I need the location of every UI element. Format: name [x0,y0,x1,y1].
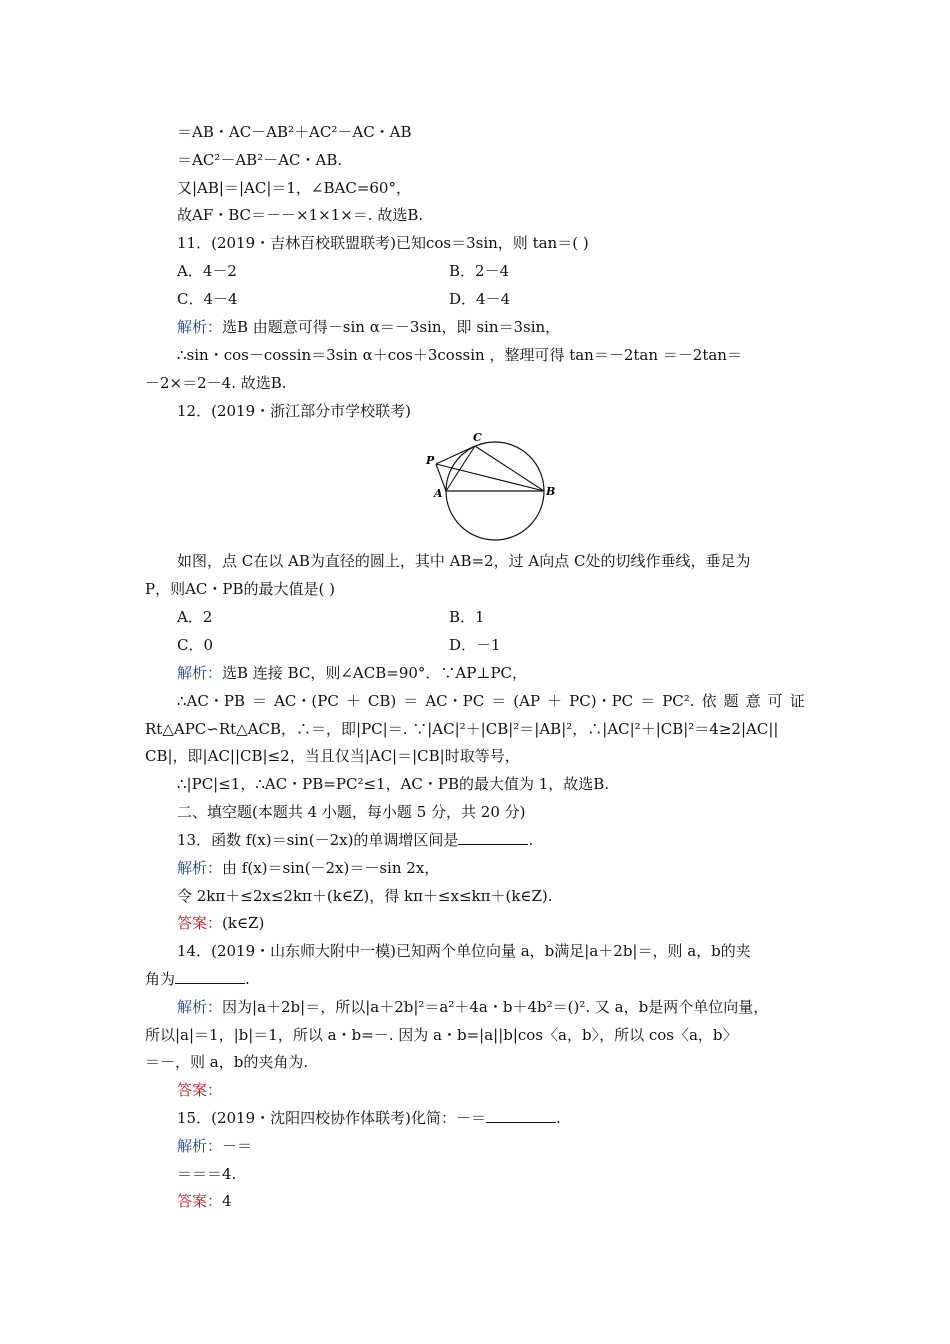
word: ＋ [547,692,563,710]
text-line: Rt△APC∽Rt△ACB，∴＝，即|PC|＝. ∵|AC|²＋|CB|²＝|AB|²，∴|AC|²＋|CB|²＝4≥2|AC|| [145,720,779,738]
text-line: ＝－，则 a，b的夹角为. [145,1053,309,1071]
question-text: 13．函数 f(x)＝sin(－2x)的单调增区间是 [177,831,459,849]
text-line: ∴sin・cos－cossin＝3sin α＋cos＋3cossin ，整理可得 tan＝－2tan ＝－2tan＝ [177,346,742,364]
point-label-a: A [434,487,443,500]
question-text: 15．(2019・沈阳四校协作体联考)化简：－＝ [177,1109,486,1127]
question-14-cont [145,968,250,990]
period: . [555,1109,561,1127]
text-line: －2×＝2－4. 故选B. [145,374,287,392]
answer-text: 4 [222,1192,232,1210]
word: 题 [723,692,739,710]
word: 意 [745,692,761,710]
solution-text: 由 f(x)＝sin(－2x)＝－sin 2x， [222,859,440,877]
text-line: P，则AC・PB的最大值是( ) [145,580,335,598]
segment-pb [436,464,544,491]
period: . [245,970,250,988]
text-line: 故AF・BC＝－－×1×1×＝. 故选B. [177,206,424,224]
text-line: ＝AC²－AB²－AC・AB. [177,151,343,169]
question-15 [177,1107,561,1129]
answer-blank [458,830,528,845]
option-a: A．2 [177,608,213,626]
solution-15 [177,1135,252,1157]
word: ＋ [345,692,361,710]
point-label-c: C [473,431,482,444]
word: 依 [701,692,717,710]
text-line: ∴|PC|≤1，∴AC・PB=PC²≤1，AC・PB的最大值为 1，故选B. [177,775,610,793]
word: PC². [662,692,695,710]
circle-geometry-figure [418,428,568,548]
word: PC)・PC [569,692,634,710]
text-line: ＝AB・AC－AB²＋AC²－AC・AB [177,123,412,141]
segment-cb [475,446,544,491]
solution-text: 因为|a＋2b|＝，所以|a＋2b|²＝a²＋4a・b＋4b²＝()². 又 a，b是两个单位向量， [222,998,769,1016]
question-11: 11．(2019・吉林百校联盟联考)已知cos＝3sin，则 tan＝( ) [177,234,589,252]
word: CB) [367,692,397,710]
solution-text: －＝ [222,1137,253,1155]
word: AC・(PC [274,692,339,710]
analysis-label: 解析： [177,859,223,877]
word: 可 [767,692,783,710]
question-14: 14．(2019・山东师大附中一模)已知两个单位向量 a，b满足|a＋2b|＝，则 a，b的夹 [177,942,751,960]
option-b: B．1 [449,608,485,626]
period: . [528,831,534,849]
text-line: CB|，即|AC||CB|≤2，当且仅当|AC|＝|CB|时取等号， [145,747,520,765]
justified-line [177,690,805,712]
answer-blank [486,1108,556,1123]
answer-13 [177,912,264,934]
solution-13 [177,857,439,879]
text-line: 令 2kπ＋≤2x≤2kπ＋(k∈Z)，得 kπ＋≤x≤kπ＋(k∈Z). [177,887,553,905]
text-line: 如图，点 C在以 AB为直径的圆上，其中 AB=2，过 A向点 C处的切线作垂线，垂足为 [177,552,751,570]
section-heading: 二、填空题(本题共 4 小题，每小题 5 分，共 20 分) [177,803,526,821]
solution-text: 选B 连接 BC，则∠ACB=90°．∵AP⊥PC， [222,664,528,682]
analysis-label: 解析： [177,1137,223,1155]
solution-11 [177,316,560,338]
text-line: ＝＝＝4. [177,1165,237,1183]
option-c: C．0 [177,636,214,654]
text-line: 所以|a|＝1，|b|＝1，所以 a・b=－. 因为 a・b=|a||b|cos〈a，b〉，所以 cos〈a，b〉 [145,1026,738,1044]
analysis-label: 解析： [177,318,223,336]
option-d: D．－1 [449,636,501,654]
option-a: A．4－2 [177,262,237,280]
answer-14 [177,1079,222,1101]
option-d: D．4－4 [449,290,511,308]
solution-text: 选B 由题意可得－sin α＝－3sin，即 sin＝3sin， [222,318,561,336]
answer-text: (k∈Z) [222,914,265,932]
answer-label: 答案： [177,1081,223,1099]
point-label-p: P [426,454,435,467]
answer-label: 答案： [177,1192,223,1210]
solution-14 [177,996,768,1018]
word: ＝ [252,692,268,710]
question-13 [177,829,533,851]
word: ∴AC・PB [177,692,245,710]
analysis-label: 解析： [177,664,223,682]
word: (AP [513,692,541,710]
analysis-label: 解析： [177,998,223,1016]
solution-12 [177,662,527,684]
text-line: 又|AB|＝|AC|＝1，∠BAC=60°， [177,179,411,197]
option-c: C．4－4 [177,290,238,308]
option-b: B．2－4 [449,262,510,280]
word: ＝ [640,692,656,710]
word: AC・PC [425,692,485,710]
answer-label: 答案： [177,914,223,932]
answer-blank [175,969,245,984]
question-12: 12．(2019・浙江部分市学校联考) [177,402,411,420]
word: ＝ [491,692,507,710]
answer-15 [177,1190,232,1212]
word: ＝ [403,692,419,710]
point-label-b: B [546,485,556,498]
question-text: 角为 [145,970,176,988]
word: 证 [789,692,805,710]
